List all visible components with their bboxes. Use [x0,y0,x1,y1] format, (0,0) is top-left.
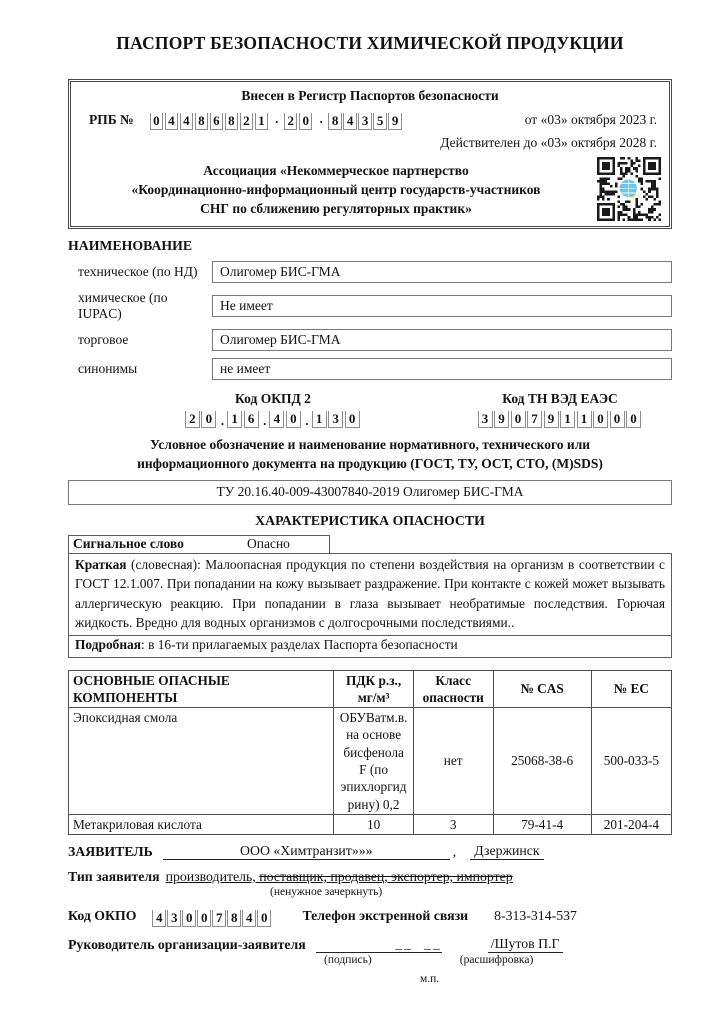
components-table-header-cell: ОСНОВНЫЕ ОПАСНЫЕ КОМПОНЕНТЫ [69,670,334,708]
page-title: ПАСПОРТ БЕЗОПАСНОСТИ ХИМИЧЕСКОЙ ПРОДУКЦИИ [116,33,624,53]
naming-field-label: торговое [78,332,129,347]
components-table-cell: ОБУВатм.в. на основе бисфенола F (по эпихлоргидрину) 0,2 [334,708,414,815]
rpb-label: РПБ № [89,112,134,127]
naming-field-row [68,261,672,283]
digit-cell: 3 [358,113,372,130]
valid-until-date: до «03» октября 2028 г. [523,135,657,150]
digit-cell: 8 [225,113,239,130]
digit-cell: 0 [257,910,271,927]
applicant-row [68,843,672,860]
naming-field-row [68,290,672,322]
head-name: /Шутов П.Г [488,936,563,953]
qr-code-svg [597,157,661,221]
type-note: (ненужное зачеркнуть) [270,886,383,899]
association-name [79,157,593,218]
applicant-type-row [68,869,672,898]
digit-cell: 4 [343,113,357,130]
document-ref-note [68,436,672,474]
digit-cell: 1 [255,113,269,130]
components-table-header-cell: № ЕС [591,670,671,708]
digit-cell: 6 [210,113,224,130]
digit-cell: 4 [269,411,284,428]
rpb-number [150,113,404,130]
naming-field-row [68,329,672,351]
digit-cell: 0 [299,113,313,130]
components-table-header-row [69,670,672,708]
naming-field-value: Олигомер БИС-ГМА [220,332,341,347]
rpb-group-separator: · [274,113,279,129]
naming-field-value: Олигомер БИС-ГМА [220,264,341,279]
digit-cell: 9 [494,411,509,428]
document-ref-value: ТУ 20.16.40-009-43007840-2019 Олигомер БИС-ГМА [216,484,524,500]
digit-cell: 0 [182,910,196,927]
head-signature-row [68,936,672,953]
naming-field-value-box [212,261,672,283]
digit-cell: 7 [527,411,542,428]
applicant-type-struck: поставщик, продавец, экспортер, импортер [259,869,513,885]
qr-code-icon [597,157,661,221]
registry-header: Внесен в Регистр Паспортов безопасности [241,88,499,103]
components-table-cell: Метакриловая кислота [69,814,334,834]
components-table-cell: 201-204-4 [591,814,671,834]
digit-cell: 8 [227,910,241,927]
naming-field-label: техническое (по НД) [78,264,198,279]
hazard-detail-text: : в 16-ти прилагаемых разделах Паспорта безопасности [141,636,458,652]
okpd-code [185,411,361,428]
issue-date: от «03» октября 2023 г. [524,112,657,127]
digit-cell: 0 [201,411,216,428]
tnved-label: Код ТН ВЭД ЕАЭС [502,391,618,406]
digit-cell: 1 [312,411,327,428]
digit-cell: 4 [242,910,256,927]
tnved-block [475,391,645,428]
naming-field-value: Не имеет [220,298,273,313]
digit-cell: 4 [165,113,179,130]
components-table-row [69,708,672,815]
hazard-brief-label: Краткая [75,556,127,572]
digit-cell: 0 [511,411,526,428]
digit-cell: 9 [544,411,559,428]
digit-cell: 0 [197,910,211,927]
digit-cell: 4 [180,113,194,130]
tnved-code [478,411,643,428]
naming-field-row [68,358,672,380]
codes-row [68,391,672,428]
applicant-comma: , [452,844,457,860]
digit-cell: 8 [328,113,342,130]
naming-field-value-box [212,329,672,351]
components-table-cell: 25068-38-6 [493,708,591,815]
digit-cell: 0 [626,411,641,428]
okpo-label: Код ОКПО [68,908,137,924]
components-table-header-cell: № CAS [493,670,591,708]
components-table-row [69,814,672,834]
digit-cell: 3 [167,910,181,927]
applicant-type-kept: производитель, [165,869,260,885]
okpo-row [68,908,672,927]
naming-field-value-box [212,358,672,380]
digit-cell: 3 [478,411,493,428]
digit-cell: 1 [577,411,592,428]
head-label: Руководитель организации-заявителя [68,937,306,953]
document-ref-box [68,480,672,505]
naming-header: НАИМЕНОВАНИЕ [68,238,193,253]
code-dot-separator: . [263,413,267,428]
components-table-cell: 79-41-4 [493,814,591,834]
signal-word-value: Опасно [247,536,290,552]
dates-block [440,112,661,151]
digit-cell: 1 [227,411,242,428]
digit-cell: 4 [152,910,166,927]
digit-cell: 6 [244,411,259,428]
document-ref-note-line: Условное обозначение и наименование нормативного, технического или [149,437,591,452]
emergency-phone-label: Телефон экстренной связи [302,908,469,924]
digit-cell: 1 [560,411,575,428]
hazard-body [68,553,672,658]
decode-note: (расшифровка) [459,954,534,967]
document-ref-note-line: информационного документа на продукцию (ГОСТ, ТУ, ОСТ, СТО, (М)SDS) [137,455,603,471]
components-table-cell: нет [413,708,493,815]
okpo-code [152,910,272,927]
hazard-heading: ХАРАКТЕРИСТИКА ОПАСНОСТИ [255,512,485,528]
applicant-name: ООО «Химтранзит»»» [163,843,450,860]
digit-cell: 8 [195,113,209,130]
applicant-city: Дзержинск [470,843,543,860]
hazard-detail-label: Подробная [75,636,141,652]
components-table-header-cell: Класс опасности [413,670,493,708]
naming-field-label: химическое (по IUPAC) [78,290,168,321]
association-line: СНГ по сближению регуляторных практик» [200,201,472,217]
digit-cell: 0 [345,411,360,428]
components-table-body [69,708,672,835]
signal-word-label: Сигнальное слово [73,536,184,552]
digit-cell: 3 [328,411,343,428]
components-table-cell: Эпоксидная смола [69,708,334,815]
hazard-brief-text: (словесная): Малоопасная продукция по степени воздействия на организм в соответствии с ГОСТ 12.1.007. При попадании на кожу вызывает раздражение. При контакте с кожей может вызывать аллергическую реакцию. При попадании в глаза вызывает необратимые последствия. Горючая жидкость. Вредно для водных организмов с долгосрочными последствиями.. [75,556,665,631]
applicant-type-value [166,869,513,884]
digit-cell: 0 [286,411,301,428]
digit-cell: 7 [212,910,226,927]
rpb-row [79,112,661,151]
digit-cell: 0 [150,113,164,130]
applicant-type-label: Тип заявителя [68,869,160,885]
signature-note: (подпись) [324,954,372,967]
naming-field-value: не имеет [220,361,271,376]
digit-cell: 2 [284,113,298,130]
signature-notes [68,954,672,966]
hazard-detail [69,635,671,657]
code-dot-separator: . [305,413,309,428]
naming-field-value-box [212,295,672,317]
rpb-group-separator: · [318,113,324,129]
naming-fields [68,261,672,380]
digit-cell: 2 [185,411,200,428]
applicant-label: ЗАЯВИТЕЛЬ [68,844,153,860]
okpd-label: Код ОКПД 2 [235,391,311,406]
signal-word-row [68,535,330,554]
emergency-phone-value: 8-313-314-537 [494,908,577,924]
signature-blank: __ __ [316,936,442,953]
valid-label: Действителен [440,135,521,150]
code-dot-separator: . [220,413,225,428]
hazard-brief [69,554,671,635]
naming-field-label: синонимы [78,361,138,376]
digit-cell: 9 [388,113,402,130]
association-line: Ассоциация «Некоммерческое партнерство [203,163,469,178]
association-line: «Координационно-информационный центр государств-участников [131,182,541,198]
valid-until-row [440,135,657,151]
components-table-cell: 3 [413,814,493,834]
components-table-header-cell: ПДК р.з., мг/м³ [334,670,414,708]
association-row [79,157,661,221]
digit-cell: 2 [240,113,254,130]
okpd-block [123,391,423,428]
stamp-note: м.п. [420,973,440,986]
components-table [68,670,672,836]
digit-cell: 0 [610,411,625,428]
digit-cell: 0 [593,411,608,428]
digit-cell: 5 [373,113,387,130]
registry-box [68,79,672,229]
components-table-cell: 10 [334,814,414,834]
components-table-cell: 500-033-5 [591,708,671,815]
